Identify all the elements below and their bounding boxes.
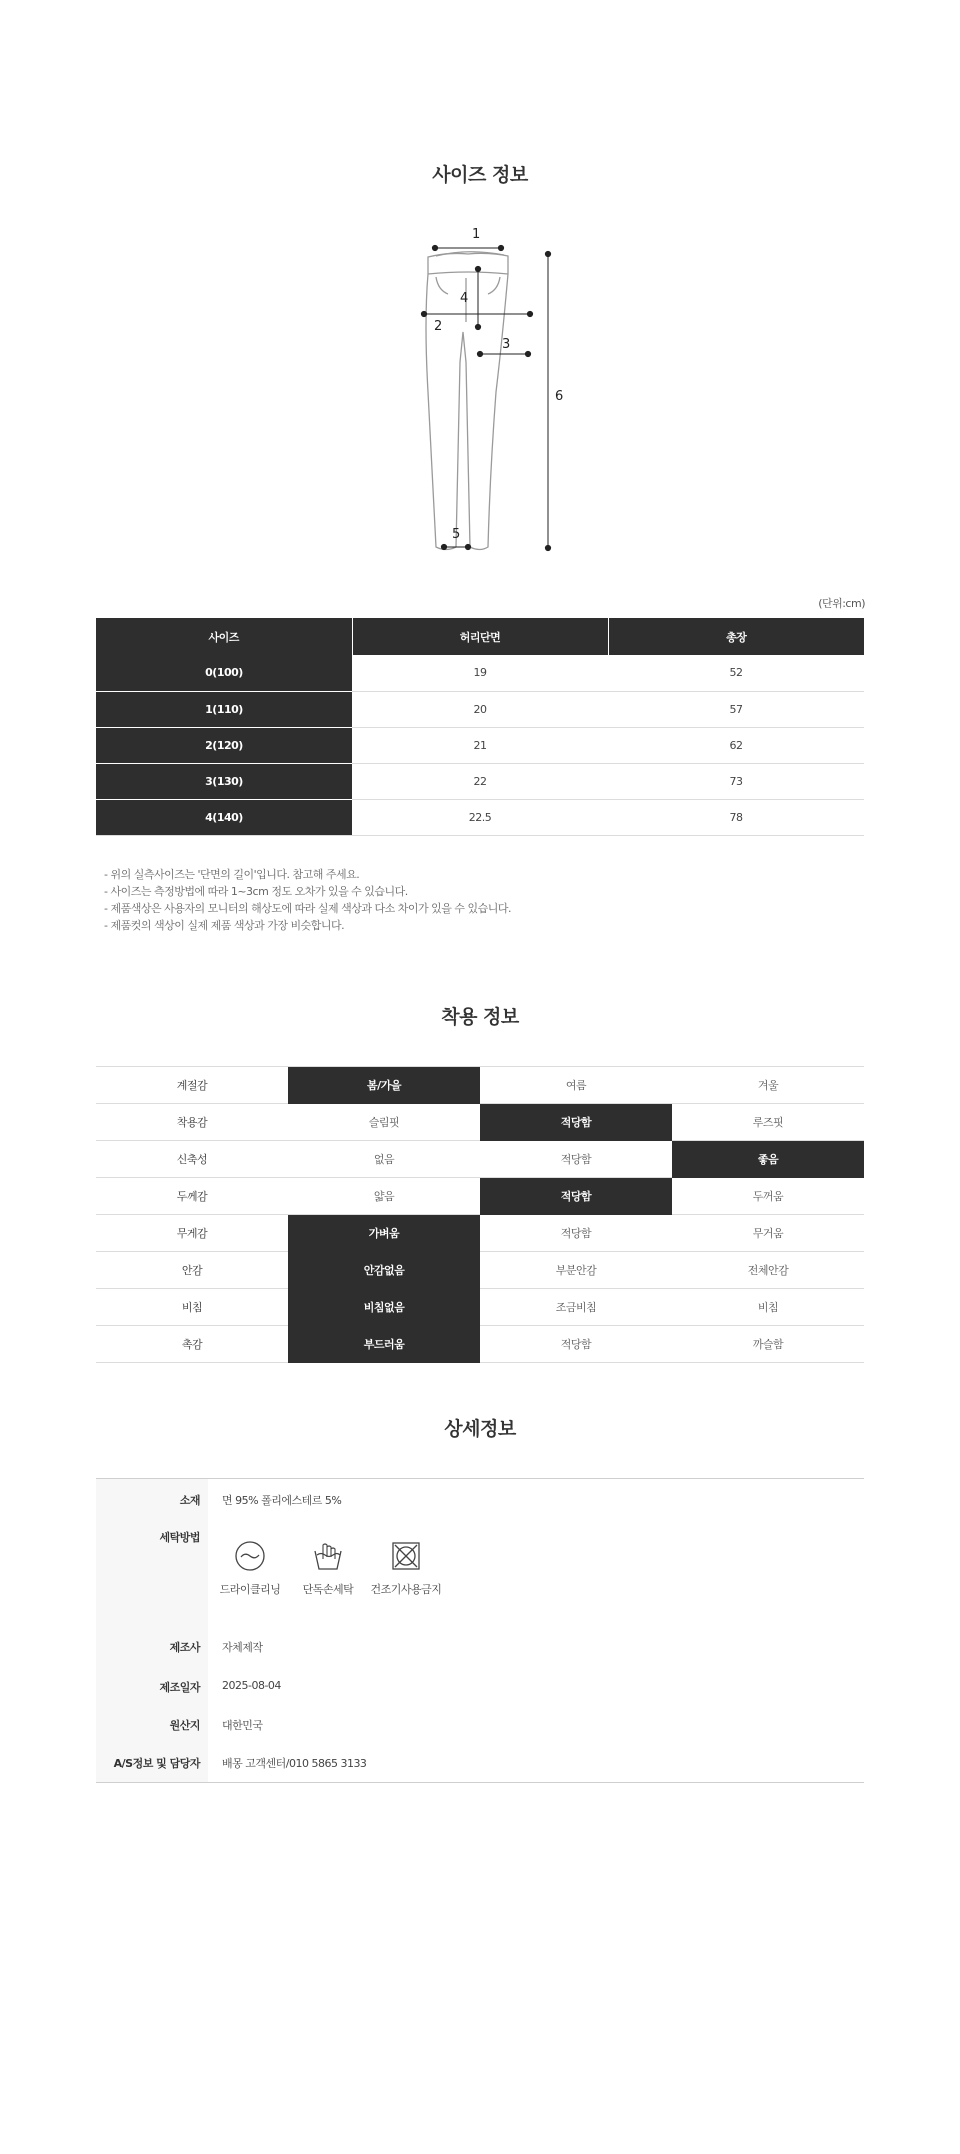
material-label: 소재 (179, 1494, 200, 1507)
maker-label: 제조사 (169, 1641, 200, 1654)
detail-table (96, 1478, 864, 1783)
fit-row-lining (96, 1252, 864, 1289)
header-length: 총장 (608, 618, 864, 655)
fit-row-stretch (96, 1141, 864, 1178)
fit-option: 적당함 (480, 1215, 672, 1252)
wash-item-no-tumble-dry (366, 1539, 446, 1597)
fit-section-title: 착용 정보 (441, 1006, 519, 1028)
size-table-header (96, 618, 864, 655)
fit-label: 착용감 (96, 1104, 288, 1141)
fit-option: 슬림핏 (288, 1104, 480, 1141)
table-row (96, 691, 864, 727)
pants-measurement-diagram (408, 222, 578, 562)
note-item: - 제품색상은 사용자의 모니터의 해상도에 따라 실제 색상과 다소 차이가 있을 수 있습니다. (104, 902, 511, 915)
table-row (96, 655, 864, 691)
length-cell: 52 (608, 655, 864, 691)
table-row (96, 727, 864, 763)
detail-row-maker (96, 1636, 864, 1656)
header-waist: 허리단면 (352, 618, 608, 655)
size-cell: 2(120) (96, 727, 352, 763)
fit-option: 적당함 (480, 1326, 672, 1363)
fit-row-thickness (96, 1178, 864, 1215)
fit-option-selected: 부드러움 (288, 1326, 480, 1363)
note-item: - 제품컷의 색상이 실제 제품 색상과 가장 비슷합니다. (104, 919, 345, 932)
origin-label: 원산지 (169, 1719, 200, 1732)
detail-section-title: 상세정보 (444, 1418, 516, 1440)
size-cell: 4(140) (96, 799, 352, 835)
fit-option: 없음 (288, 1141, 480, 1178)
date-value: 2025-08-04 (222, 1679, 281, 1692)
diagram-label-2: 2 (434, 319, 443, 334)
material-value: 면 95% 폴리에스테르 5% (222, 1494, 342, 1507)
fit-option-selected: 안감없음 (288, 1252, 480, 1289)
fit-option: 전체안감 (672, 1252, 864, 1289)
fit-label: 두께감 (96, 1178, 288, 1215)
unit-label: (단위:cm) (818, 597, 865, 610)
fit-option-selected: 비침없음 (288, 1289, 480, 1326)
fit-option: 조금비침 (480, 1289, 672, 1326)
size-cell: 1(110) (96, 691, 352, 727)
wash-caption: 드라이클리닝 (219, 1583, 281, 1596)
length-cell: 62 (608, 727, 864, 763)
maker-value: 자체제작 (222, 1641, 263, 1654)
hand-wash-icon (311, 1539, 345, 1573)
fit-option: 까슬함 (672, 1326, 864, 1363)
diagram-label-3: 3 (502, 337, 511, 352)
length-cell: 73 (608, 763, 864, 799)
diagram-label-5: 5 (452, 527, 461, 542)
note-item: - 위의 실측사이즈는 '단면의 길이'입니다. 참고해 주세요. (104, 868, 360, 881)
fit-option: 무거움 (672, 1215, 864, 1252)
table-row (96, 799, 864, 835)
fit-label: 촉감 (96, 1326, 288, 1363)
size-cell: 0(100) (96, 655, 352, 691)
waist-cell: 22.5 (352, 799, 608, 835)
dry-clean-icon (233, 1539, 267, 1573)
detail-row-date (96, 1676, 864, 1696)
fit-row-sheerness (96, 1289, 864, 1326)
wash-caption: 건조기사용금지 (370, 1583, 442, 1596)
wash-item-hand-wash (288, 1539, 368, 1597)
fit-option-selected: 가벼움 (288, 1215, 480, 1252)
no-tumble-dry-icon (389, 1539, 423, 1573)
as-label: A/S정보 및 담당자 (113, 1757, 200, 1770)
diagram-label-1: 1 (472, 227, 481, 242)
origin-value: 대한민국 (222, 1719, 263, 1732)
wash-caption: 단독손세탁 (302, 1583, 354, 1596)
date-label: 제조일자 (159, 1681, 200, 1694)
fit-option-selected: 좋음 (672, 1141, 864, 1178)
fit-label: 안감 (96, 1252, 288, 1289)
fit-label: 무게감 (96, 1215, 288, 1252)
fit-row-season (96, 1067, 864, 1104)
fit-option-selected: 적당함 (480, 1104, 672, 1141)
detail-row-origin (96, 1714, 864, 1734)
wash-label: 세탁방법 (159, 1531, 200, 1544)
size-table (96, 618, 864, 836)
fit-option: 얇음 (288, 1178, 480, 1215)
waist-cell: 22 (352, 763, 608, 799)
size-notes (104, 866, 511, 934)
fit-label: 계절감 (96, 1067, 288, 1104)
detail-row-material (96, 1489, 864, 1509)
waist-cell: 20 (352, 691, 608, 727)
waist-cell: 19 (352, 655, 608, 691)
size-cell: 3(130) (96, 763, 352, 799)
fit-option-selected: 적당함 (480, 1178, 672, 1215)
length-cell: 78 (608, 799, 864, 835)
fit-option: 부분안감 (480, 1252, 672, 1289)
fit-row-texture (96, 1326, 864, 1363)
header-size: 사이즈 (96, 618, 352, 655)
fit-row-weight (96, 1215, 864, 1252)
fit-row-fit (96, 1104, 864, 1141)
fit-option-selected: 봄/가을 (288, 1067, 480, 1104)
length-cell: 57 (608, 691, 864, 727)
diagram-label-4: 4 (460, 291, 469, 306)
fit-table (96, 1066, 864, 1363)
fit-option: 두꺼움 (672, 1178, 864, 1215)
wash-item-dry-clean (210, 1539, 290, 1597)
fit-label: 비침 (96, 1289, 288, 1326)
fit-option: 루즈핏 (672, 1104, 864, 1141)
as-value: 배몽 고객센터/010 5865 3133 (222, 1757, 367, 1770)
detail-label-column (96, 1479, 208, 1782)
waist-cell: 21 (352, 727, 608, 763)
table-row (96, 763, 864, 799)
fit-label: 신축성 (96, 1141, 288, 1178)
diagram-label-6: 6 (555, 389, 564, 404)
detail-row-as (96, 1752, 864, 1772)
fit-option: 비침 (672, 1289, 864, 1326)
size-section-title: 사이즈 정보 (432, 164, 528, 186)
fit-option: 여름 (480, 1067, 672, 1104)
fit-option: 적당함 (480, 1141, 672, 1178)
note-item: - 사이즈는 측정방법에 따라 1~3cm 정도 오차가 있을 수 있습니다. (104, 885, 408, 898)
fit-option: 겨울 (672, 1067, 864, 1104)
